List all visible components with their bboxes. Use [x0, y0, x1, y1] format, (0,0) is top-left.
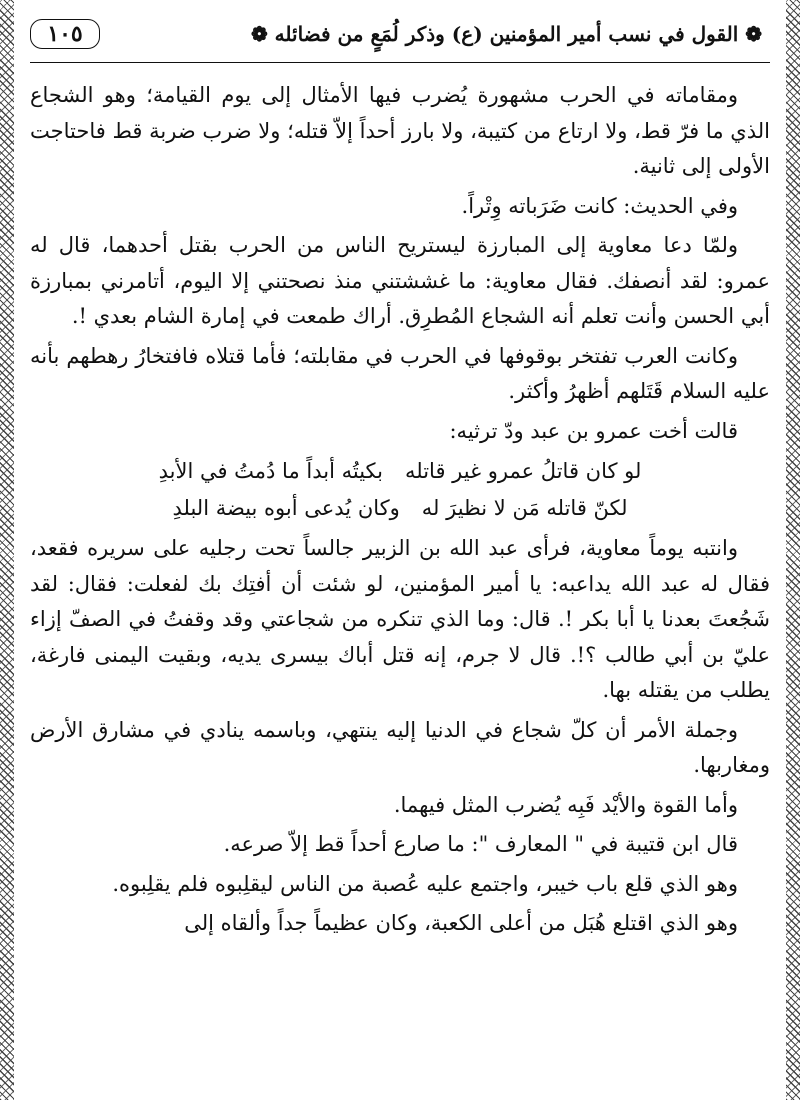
- paragraph: ولمّا دعا معاوية إلى المبارزة ليستريح الناس من الحرب بقتل أحدهما، قال له عمرو: لقد أنصفك. فقال معاوية: ما غششتني منذ نصحتني إلا اليوم، أتامرني بمبارزة أبي الحسن وأنت تعلم أنه الشجاع المُطرِق. أراك طمعت في إمارة الشام بعدي !.: [30, 233, 770, 328]
- paragraph: وأما القوة والأيْد فَبِه يُضرب المثل فيهما.: [393, 792, 738, 817]
- paragraph: وكانت العرب تفتخر بوقوفها في الحرب في مقابلته؛ فأما قتلاه فافتخارُ رهطهم بأنه عليه السلام قَتَلهم أظهرُ وأكثر.: [30, 343, 770, 403]
- paragraph: قالت أخت عمرو بن عبد ودّ ترثيه:: [449, 418, 738, 443]
- paragraph: وهو الذي قلع باب خيبر، واجتمع عليه عُصبة من الناس ليقلِبوه فلم يقلِبوه.: [112, 871, 738, 896]
- page-number: ١٠٥: [30, 19, 100, 49]
- page-header: [30, 6, 770, 63]
- paragraph: قال ابن قتيبة في " المعارف ": ما صارع أحداً قط إلاّ صرعه.: [223, 832, 738, 856]
- paragraph: وانتبه يوماً معاوية، فرأى عبد الله بن الزبير جالساً تحت رجليه على سريره فقعد، فقال له عبد الله يداعبه: يا أمير المؤمنين، لو شئت أن أفتِك بك لفعلت: فقال: لقد شَجُعتَ بعدنا يا أبا بكر !. قال: وما الذي تنكره من شجاعتي وقد وقفتُ في الصفّ إزاء عليّ بن أبي طالب ؟!. قال لا جرم، إنه قتل أباك بيسرى يديه، وبقيت اليمنى فارغة، يطلب من يقتله بها.: [30, 536, 770, 702]
- right-decorative-border: [786, 0, 800, 1100]
- poem-second-hemistich: بكيتُه أبداً ما دُمتُ في الأبدِ: [158, 459, 383, 483]
- running-head: ❁ القول في نسب أمير المؤمنين (ع) وذكر لُمَعٍ من فضائله ❁: [250, 22, 762, 46]
- poem-verse: [30, 453, 770, 490]
- poem: [30, 453, 770, 527]
- paragraph: وجملة الأمر أن كلّ شجاع في الدنيا إليه ينتهي، وباسمه ينادي في مشارق الأرض ومغاربها.: [30, 717, 770, 777]
- book-page: [22, 0, 778, 1100]
- poem-verse: [30, 490, 770, 527]
- paragraph: وفي الحديث: كانت ضَرَباته وِتْراً.: [461, 193, 738, 218]
- paragraph: ومقاماته في الحرب مشهورة يُضرب فيها الأمثال إلى يوم القيامة؛ وهو الشجاع الذي ما فرّ قط، ولا ارتاع من كتيبة، ولا بارز أحداً إلاّ قتله؛ ولا ضرب ضربة قط فاحتاجت الأولى إلى ثانية.: [30, 83, 770, 178]
- poem-first-hemistich: لو كان قاتلُ عمرو غير قاتله: [404, 459, 642, 483]
- poem-first-hemistich: لكنّ قاتله مَن لا نظيرَ له: [421, 496, 628, 520]
- paragraph: وهو الذي اقتلع هُبَل من أعلى الكعبة، وكان عظيماً جداً وألقاه إلى: [184, 911, 738, 935]
- poem-second-hemistich: وكان يُدعى أبوه بيضة البلدِ: [172, 496, 400, 520]
- body-text: [30, 78, 770, 946]
- left-decorative-border: [0, 0, 14, 1100]
